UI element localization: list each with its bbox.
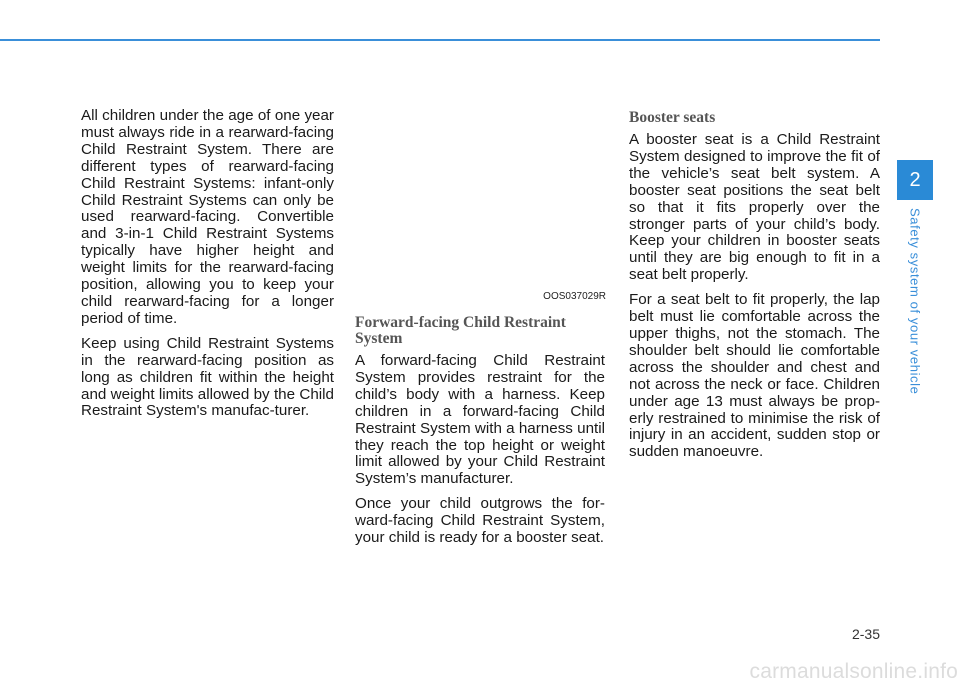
section-heading: Forward-facing Child Restraint System [355,314,566,347]
watermark: carmanualsonline.info [749,660,958,683]
text-column-3 [629,110,880,469]
page-number: 2-35 [851,626,880,642]
section-heading: Booster seats [629,109,716,126]
text-column-1 [81,108,334,428]
text-column-2 [355,315,605,555]
paragraph: Once your child outgrows the for-ward-facing Child Restraint System, your child is ready for a booster seat. [355,495,605,547]
paragraph: A booster seat is a Child Restraint System designed to improve the fit of the vehicle’s seat belt system. A booster seat positions the seat belt so that it fits properly over the stronger parts of your child’s body. Keep your children in booster seats until they are big enough to fit in a seat belt properly. [629,131,880,284]
chapter-title: Safety system of your vehicle [907,208,923,395]
chapter-number-badge: 2 [897,160,933,200]
header-rule [0,39,880,41]
chapter-side-tab [897,160,933,410]
paragraph: For a seat belt to fit properly, the lap belt must lie comfortable across the upper thighs, not the stomach. The shoulder belt should lie comfortable across the shoulder and chest and not across the neck or face. Children under age 13 must always be prop-erly restrained to minimise the risk of injury in an accident, sudden stop or sudden manoeuvre. [629,291,880,461]
paragraph: A forward-facing Child Restraint System provides restraint for the child’s body with a harness. Keep children in a forward-facing Child Restraint System with a harness until they reach the top height or weight limit allowed by your Child Restraint System’s manufacturer. [355,352,605,488]
paragraph: Keep using Child Restraint Systems in the rearward-facing position as long as children fit within the height and weight limits allowed by the Child Restraint System's manufac-turer. [81,334,334,420]
image-reference-code: OOS037029R [543,291,606,302]
paragraph: All children under the age of one year must always ride in a rearward-facing Child Restraint System. There are different types of rearward-facing Child Restraint Systems: infant-only Child Restraint Systems can only be used rearward-facing. Convertible and 3-in-1 Child Restraint Systems typically have higher height and weight limits for the rearward-facing position, allowing you to keep your child rearward-facing for a longer period of time. [81,107,334,327]
